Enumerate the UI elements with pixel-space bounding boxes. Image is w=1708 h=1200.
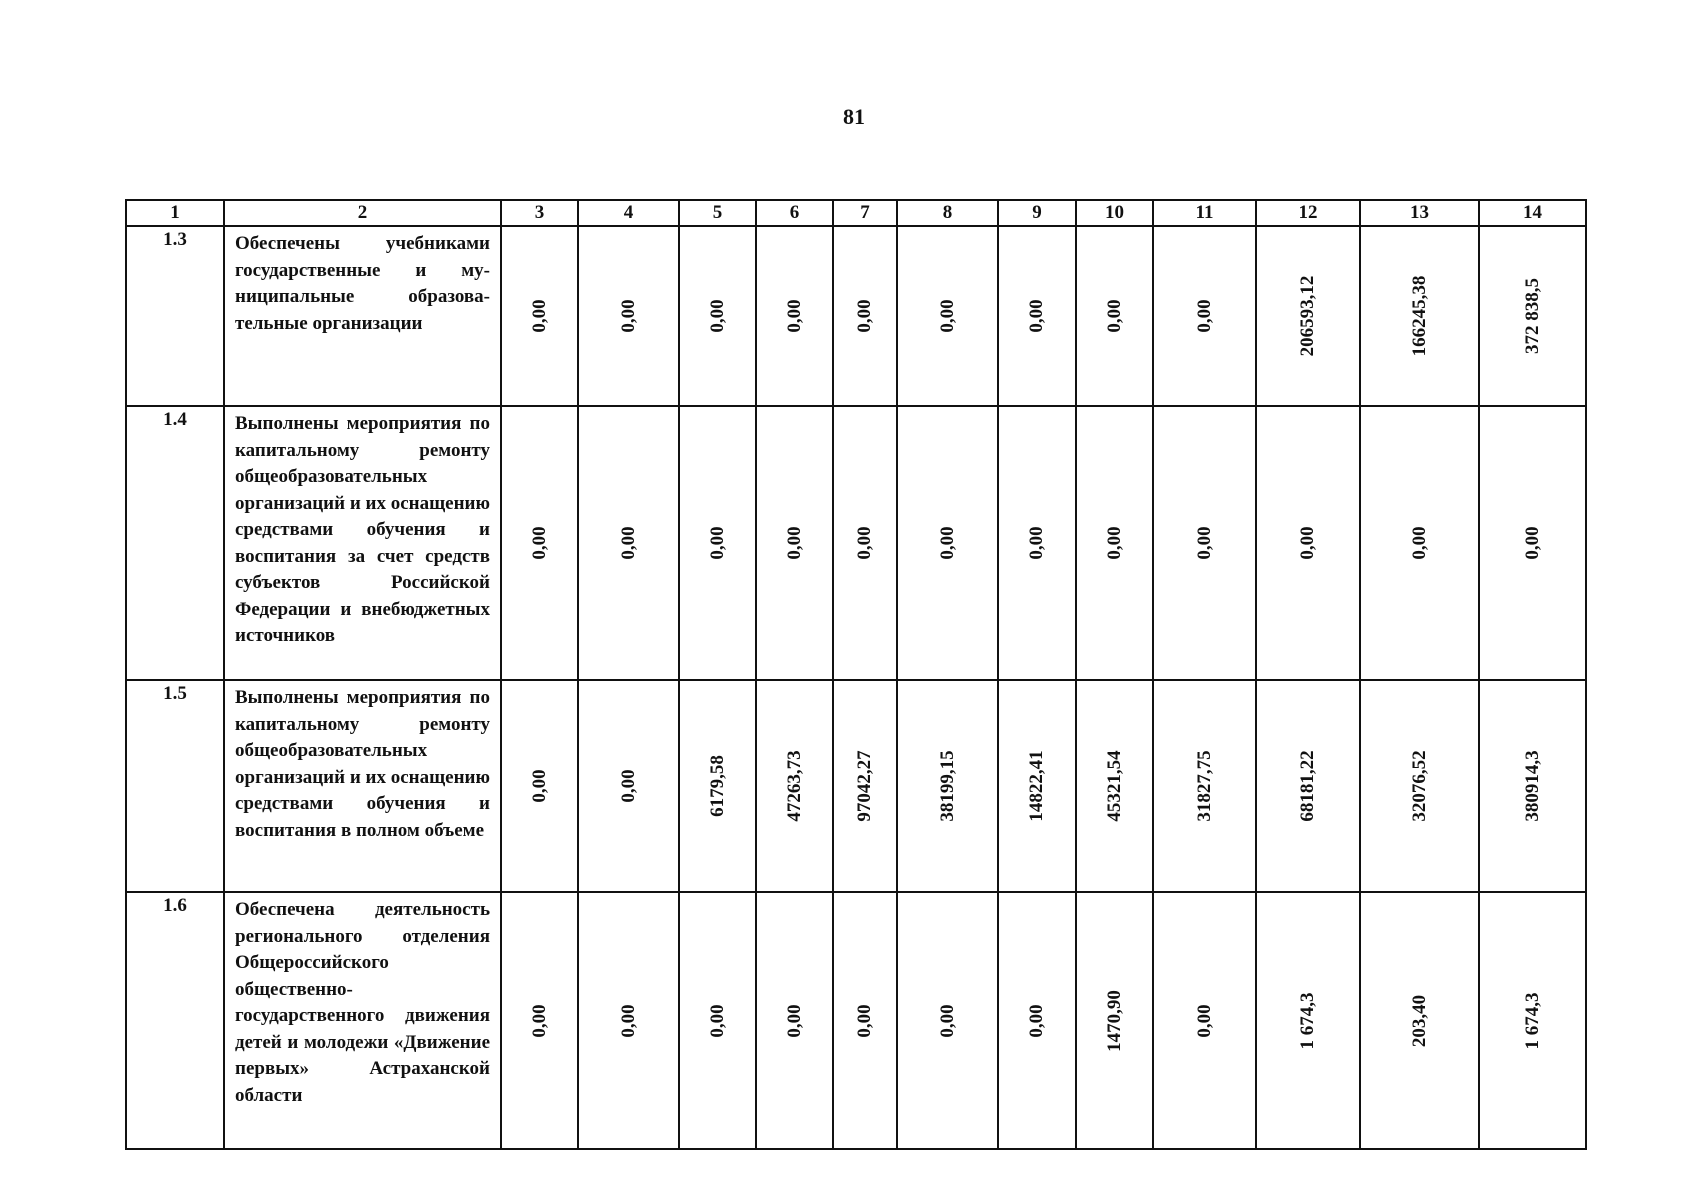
value-cell <box>501 226 578 406</box>
cell-value: 0,00 <box>706 526 728 560</box>
header-row <box>126 200 1586 226</box>
value-cell <box>1360 226 1479 406</box>
value-cell <box>1360 892 1479 1149</box>
value-cell <box>679 226 756 406</box>
cell-value: 206593,12 <box>1297 275 1318 357</box>
cell-value: 0,00 <box>1297 526 1318 560</box>
cell-value: 0,00 <box>1193 526 1215 560</box>
cell-value: 0,00 <box>1026 1003 1047 1038</box>
row-number: 1.4 <box>126 406 224 680</box>
value-cell <box>1479 406 1586 680</box>
value-cell <box>756 406 833 680</box>
value-cell <box>756 892 833 1149</box>
column-header: 11 <box>1153 200 1256 226</box>
cell-value: 0,00 <box>1026 299 1047 333</box>
row-description: Обеспечена деятельность регионального отделения Общероссийского общественно-государственного движения детей и молодежи «Движение первых» Астраханской области <box>224 892 501 1149</box>
cell-value: 0,00 <box>706 299 728 333</box>
table-row <box>126 226 1586 406</box>
cell-value: 0,00 <box>617 769 639 803</box>
value-cell <box>1153 680 1256 892</box>
cell-value: 0,00 <box>1103 299 1125 333</box>
cell-value: 380914,3 <box>1521 750 1543 822</box>
cell-value: 166245,38 <box>1408 275 1430 357</box>
cell-value: 0,00 <box>854 526 875 560</box>
value-cell <box>833 406 897 680</box>
column-header: 2 <box>224 200 501 226</box>
table-row <box>126 892 1586 1149</box>
value-cell <box>1256 226 1360 406</box>
value-cell <box>897 406 998 680</box>
column-header: 13 <box>1360 200 1479 226</box>
value-cell <box>1076 892 1153 1149</box>
column-header: 1 <box>126 200 224 226</box>
row-description: Выполнены мероприятия по капитальному ремонту общеобразовательных организаций и их оснащению средствами обучения и воспитания за счет средств субъектов Российской Федерации и внебюджетных источников <box>224 406 501 680</box>
cell-value: 47263,73 <box>783 750 805 822</box>
value-cell <box>501 406 578 680</box>
value-cell <box>679 892 756 1149</box>
cell-value: 38199,15 <box>936 750 958 822</box>
table-row <box>126 680 1586 892</box>
cell-value: 0,00 <box>783 1003 805 1038</box>
value-cell <box>501 892 578 1149</box>
cell-value: 0,00 <box>854 299 875 333</box>
value-cell <box>578 892 679 1149</box>
row-description: Выполнены мероприятия по капитальному ремонту общеобразовательных организаций и их оснащению средствами обучения и воспитания в полном объеме <box>224 680 501 892</box>
value-cell <box>501 680 578 892</box>
cell-value: 203,40 <box>1408 994 1430 1047</box>
cell-value: 0,00 <box>936 1003 958 1038</box>
row-number: 1.5 <box>126 680 224 892</box>
column-header: 8 <box>897 200 998 226</box>
column-header: 4 <box>578 200 679 226</box>
cell-value: 0,00 <box>528 1003 550 1038</box>
value-cell <box>1479 892 1586 1149</box>
cell-value: 32076,52 <box>1408 750 1430 822</box>
value-cell <box>1479 680 1586 892</box>
column-header: 12 <box>1256 200 1360 226</box>
value-cell <box>1153 406 1256 680</box>
cell-value: 14822,41 <box>1026 750 1047 822</box>
value-cell <box>679 406 756 680</box>
value-cell <box>1076 226 1153 406</box>
cell-value: 0,00 <box>528 526 550 560</box>
value-cell <box>756 680 833 892</box>
cell-value: 0,00 <box>528 769 550 803</box>
value-cell <box>1360 680 1479 892</box>
cell-value: 0,00 <box>783 526 805 560</box>
cell-value: 0,00 <box>936 526 958 560</box>
cell-value: 0,00 <box>1026 526 1047 560</box>
value-cell <box>833 892 897 1149</box>
value-cell <box>998 406 1076 680</box>
value-cell <box>998 892 1076 1149</box>
cell-value: 97042,27 <box>854 750 875 822</box>
value-cell <box>1076 406 1153 680</box>
value-cell <box>578 680 679 892</box>
cell-value: 0,00 <box>617 1003 639 1038</box>
cell-value: 0,00 <box>528 299 550 333</box>
value-cell <box>679 680 756 892</box>
value-cell <box>1256 892 1360 1149</box>
value-cell <box>897 680 998 892</box>
value-cell <box>1153 892 1256 1149</box>
cell-value: 372 838,5 <box>1521 278 1543 354</box>
value-cell <box>998 680 1076 892</box>
row-number: 1.3 <box>126 226 224 406</box>
column-header: 9 <box>998 200 1076 226</box>
cell-value: 0,00 <box>783 299 805 333</box>
value-cell <box>1256 406 1360 680</box>
value-cell <box>578 406 679 680</box>
column-header: 6 <box>756 200 833 226</box>
cell-value: 1 674,3 <box>1297 992 1318 1049</box>
column-header: 7 <box>833 200 897 226</box>
cell-value: 0,00 <box>617 526 639 560</box>
value-cell <box>833 226 897 406</box>
value-cell <box>998 226 1076 406</box>
budget-table <box>125 199 1587 1150</box>
cell-value: 45321,54 <box>1103 750 1125 822</box>
value-cell <box>1256 680 1360 892</box>
cell-value: 0,00 <box>1193 299 1215 333</box>
table-row <box>126 406 1586 680</box>
cell-value: 0,00 <box>1408 526 1430 560</box>
cell-value: 0,00 <box>854 1003 875 1038</box>
row-number: 1.6 <box>126 892 224 1149</box>
value-cell <box>756 226 833 406</box>
value-cell <box>833 680 897 892</box>
cell-value: 1470,90 <box>1103 989 1125 1052</box>
cell-value: 1 674,3 <box>1521 992 1543 1049</box>
value-cell <box>578 226 679 406</box>
cell-value: 0,00 <box>617 299 639 333</box>
cell-value: 6179,58 <box>706 755 728 817</box>
column-header: 5 <box>679 200 756 226</box>
cell-value: 68181,22 <box>1297 750 1318 822</box>
column-header: 10 <box>1076 200 1153 226</box>
value-cell <box>1360 406 1479 680</box>
column-header: 14 <box>1479 200 1586 226</box>
value-cell <box>897 892 998 1149</box>
value-cell <box>1153 226 1256 406</box>
value-cell <box>897 226 998 406</box>
cell-value: 0,00 <box>1521 526 1543 560</box>
cell-value: 0,00 <box>1103 526 1125 560</box>
cell-value: 0,00 <box>706 1003 728 1038</box>
cell-value: 0,00 <box>1193 1003 1215 1038</box>
row-description: Обеспечены учебниками государственные и муниципальные образовательные организации <box>224 226 501 406</box>
value-cell <box>1479 226 1586 406</box>
cell-value: 31827,75 <box>1193 750 1215 822</box>
cell-value: 0,00 <box>936 299 958 333</box>
value-cell <box>1076 680 1153 892</box>
page-number: 81 <box>843 104 865 129</box>
column-header: 3 <box>501 200 578 226</box>
